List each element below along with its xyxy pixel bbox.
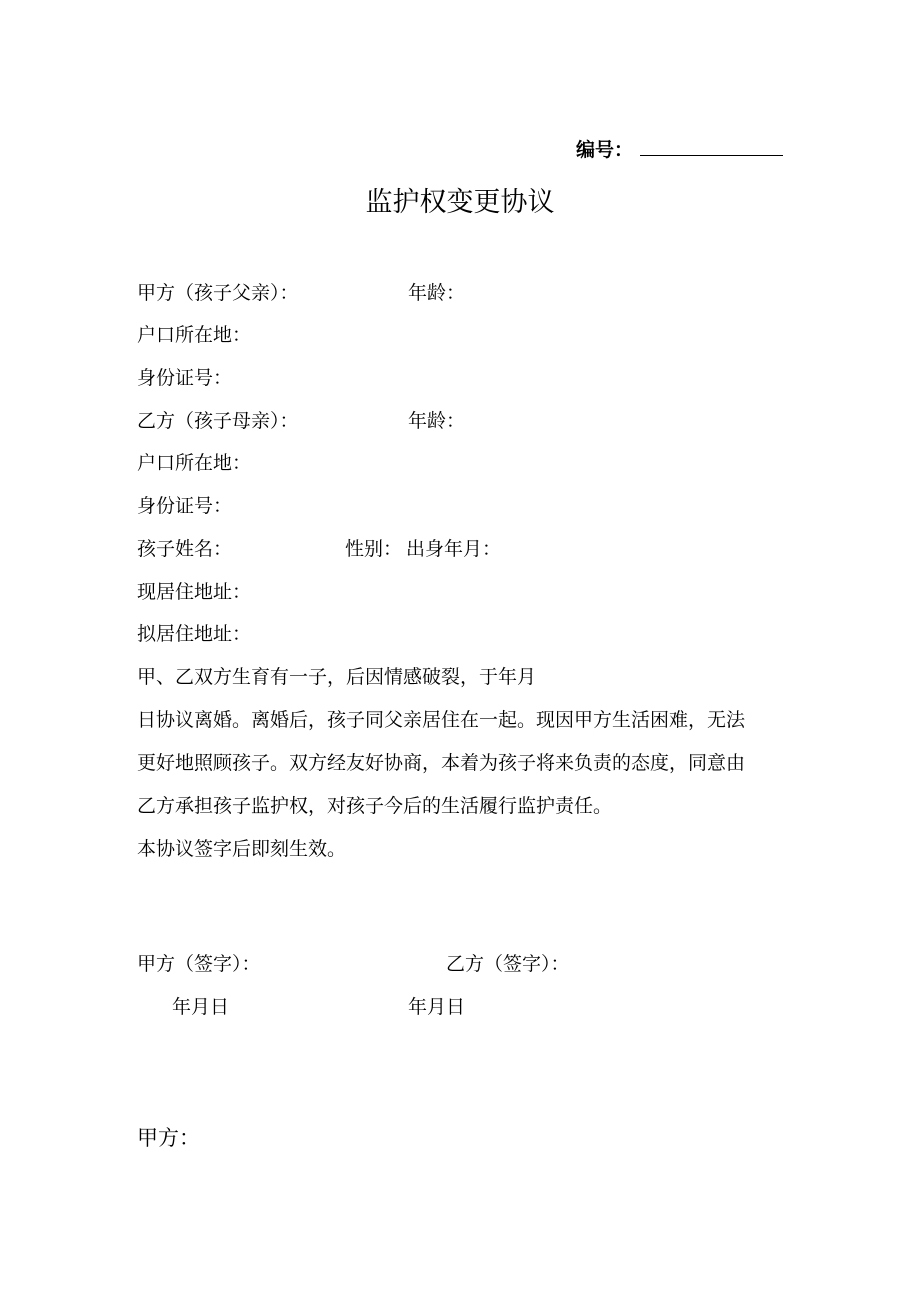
party-b-hukou-label: 户口所在地： xyxy=(137,452,252,474)
child-name-label: 孩子姓名： xyxy=(137,538,233,560)
page-title: 监护权变更协议 xyxy=(365,187,555,218)
party-a-hukou-label: 户口所在地： xyxy=(137,324,252,346)
party-b-id-label: 身份证号： xyxy=(137,495,233,517)
body-line: 日协议离婚。离婚后，孩子同父亲居住在一起。现因甲方生活困难，无法 xyxy=(137,709,746,731)
party-a-id-label: 身份证号： xyxy=(137,367,233,389)
document-number-blank xyxy=(640,155,783,156)
party-b-signature-label: 乙方（签字）： xyxy=(446,953,570,975)
current-address-label: 现居住地址： xyxy=(137,581,252,603)
footer-party-a-label: 甲方： xyxy=(137,1126,200,1150)
document-number-label: 编号： xyxy=(576,139,634,161)
planned-address-label: 拟居住地址： xyxy=(137,623,252,645)
party-a-label: 甲方（孩子父亲）： xyxy=(137,282,299,304)
party-b-age-label: 年龄： xyxy=(408,410,466,432)
child-gender-label: 性别： xyxy=(345,538,403,560)
body-line: 更好地照顾孩子。双方经友好协商，本着为孩子将来负责的态度，同意由 xyxy=(137,752,746,774)
party-a-age-label: 年龄： xyxy=(408,282,466,304)
child-birth-label: 出身年月： xyxy=(406,538,502,560)
party-a-signature-date: 年月日 xyxy=(172,996,230,1018)
body-line: 乙方承担孩子监护权，对孩子今后的生活履行监护责任。 xyxy=(137,795,613,817)
party-a-signature-label: 甲方（签字）： xyxy=(137,953,261,975)
party-b-label: 乙方（孩子母亲）： xyxy=(137,410,299,432)
body-line: 甲、乙双方生育有一子，后因情感破裂，于年月 xyxy=(137,666,537,688)
party-b-signature-date: 年月日 xyxy=(408,996,466,1018)
body-line: 本协议签字后即刻生效。 xyxy=(137,838,347,860)
